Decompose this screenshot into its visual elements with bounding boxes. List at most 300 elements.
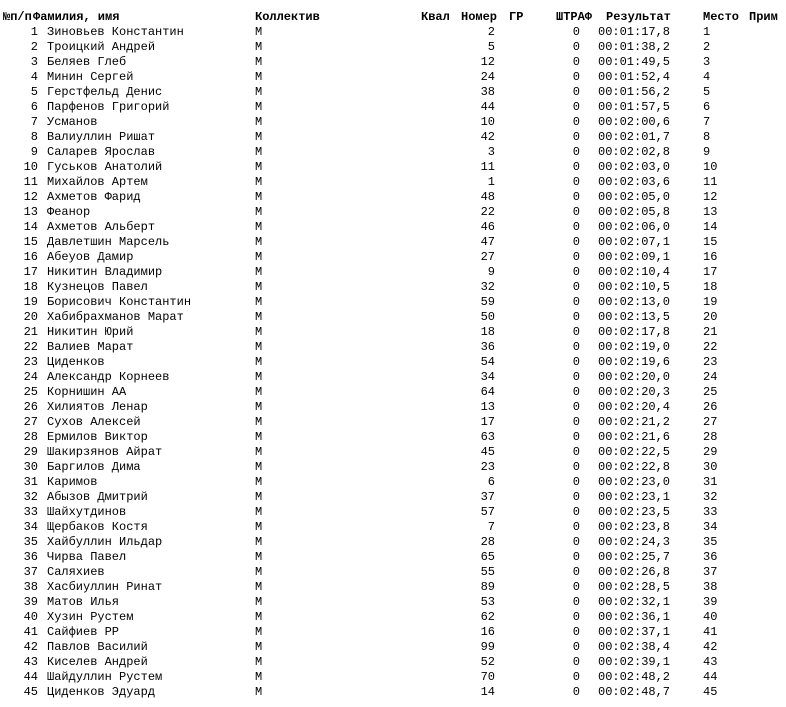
table-row [0, 115, 786, 130]
cell-penalty: 0 [572, 595, 580, 609]
cell-penalty: 0 [572, 370, 580, 384]
header-bib: Номер [461, 10, 498, 24]
cell-place: 11 [703, 175, 718, 189]
cell-place: 9 [703, 145, 711, 159]
header-team: Коллектив [255, 10, 320, 24]
cell-name: Хасбиуллин Ринат [47, 580, 163, 594]
cell-bib: 53 [480, 595, 495, 609]
table-row [0, 535, 786, 550]
cell-name: Никитин Юрий [47, 325, 134, 339]
cell-penalty: 0 [572, 475, 580, 489]
cell-name: Хилиятов Ленар [47, 400, 148, 414]
cell-bib: 50 [480, 310, 495, 324]
cell-bib: 47 [480, 235, 495, 249]
header-penalty: ШТРАФ [556, 10, 593, 24]
cell-result: 00:02:25,7 [598, 550, 671, 564]
cell-name: Циденков Эдуард [47, 685, 156, 699]
cell-bib: 52 [480, 655, 495, 669]
cell-penalty: 0 [572, 610, 580, 624]
cell-result: 00:02:38,4 [598, 640, 671, 654]
cell-name: Чирва Павел [47, 550, 127, 564]
cell-team: М [255, 250, 263, 264]
cell-place: 29 [703, 445, 718, 459]
cell-team: М [255, 670, 263, 684]
cell-num: 7 [30, 115, 38, 129]
cell-team: М [255, 280, 263, 294]
cell-name: Валиев Марат [47, 340, 134, 354]
cell-num: 43 [23, 655, 38, 669]
table-row [0, 580, 786, 595]
table-row [0, 505, 786, 520]
cell-num: 20 [23, 310, 38, 324]
cell-place: 35 [703, 535, 718, 549]
cell-place: 18 [703, 280, 718, 294]
cell-place: 12 [703, 190, 718, 204]
cell-name: Феанор [47, 205, 91, 219]
cell-bib: 54 [480, 355, 495, 369]
cell-team: М [255, 430, 263, 444]
cell-num: 19 [23, 295, 38, 309]
cell-bib: 55 [480, 565, 495, 579]
table-row [0, 655, 786, 670]
cell-name: Хузин Рустем [47, 610, 134, 624]
table-row [0, 430, 786, 445]
cell-name: Ермилов Виктор [47, 430, 148, 444]
table-row [0, 625, 786, 640]
cell-name: Хабибрахманов Марат [47, 310, 184, 324]
cell-team: М [255, 460, 263, 474]
cell-result: 00:02:03,0 [598, 160, 671, 174]
cell-bib: 70 [480, 670, 495, 684]
cell-penalty: 0 [572, 400, 580, 414]
cell-name: Абеуов Дамир [47, 250, 134, 264]
cell-bib: 17 [480, 415, 495, 429]
cell-result: 00:01:52,4 [598, 70, 671, 84]
cell-bib: 32 [480, 280, 495, 294]
cell-place: 38 [703, 580, 718, 594]
cell-team: М [255, 25, 263, 39]
cell-penalty: 0 [572, 655, 580, 669]
cell-result: 00:02:48,7 [598, 685, 671, 699]
cell-result: 00:02:24,3 [598, 535, 671, 549]
cell-name: Матов Илья [47, 595, 120, 609]
cell-result: 00:02:22,5 [598, 445, 671, 459]
cell-num: 31 [23, 475, 38, 489]
cell-penalty: 0 [572, 115, 580, 129]
cell-team: М [255, 190, 263, 204]
cell-num: 17 [23, 265, 38, 279]
header-num: №п/п [3, 10, 32, 24]
cell-name: Усманов [47, 115, 98, 129]
cell-penalty: 0 [572, 295, 580, 309]
cell-num: 8 [30, 130, 38, 144]
cell-bib: 14 [480, 685, 495, 699]
table-row [0, 40, 786, 55]
cell-bib: 36 [480, 340, 495, 354]
table-row [0, 400, 786, 415]
cell-num: 4 [30, 70, 38, 84]
cell-penalty: 0 [572, 445, 580, 459]
table-row [0, 265, 786, 280]
cell-bib: 2 [487, 25, 495, 39]
table-row [0, 685, 786, 700]
cell-bib: 45 [480, 445, 495, 459]
cell-bib: 37 [480, 490, 495, 504]
table-row [0, 670, 786, 685]
cell-bib: 34 [480, 370, 495, 384]
cell-bib: 13 [480, 400, 495, 414]
cell-result: 00:02:00,6 [598, 115, 671, 129]
cell-place: 40 [703, 610, 718, 624]
table-row [0, 355, 786, 370]
cell-bib: 89 [480, 580, 495, 594]
cell-team: М [255, 640, 263, 654]
cell-penalty: 0 [572, 580, 580, 594]
cell-bib: 5 [487, 40, 495, 54]
cell-bib: 65 [480, 550, 495, 564]
cell-num: 23 [23, 355, 38, 369]
cell-bib: 10 [480, 115, 495, 129]
cell-penalty: 0 [572, 535, 580, 549]
cell-bib: 57 [480, 505, 495, 519]
header-place: Место [703, 10, 740, 24]
cell-num: 30 [23, 460, 38, 474]
cell-result: 00:01:38,2 [598, 40, 671, 54]
cell-place: 15 [703, 235, 718, 249]
cell-name: Щербаков Костя [47, 520, 148, 534]
cell-bib: 22 [480, 205, 495, 219]
cell-num: 29 [23, 445, 38, 459]
cell-num: 28 [23, 430, 38, 444]
table-row [0, 640, 786, 655]
table-row [0, 310, 786, 325]
cell-num: 5 [30, 85, 38, 99]
cell-result: 00:02:05,0 [598, 190, 671, 204]
cell-place: 22 [703, 340, 718, 354]
cell-place: 6 [703, 100, 711, 114]
cell-num: 24 [23, 370, 38, 384]
cell-team: М [255, 655, 263, 669]
cell-name: Циденков [47, 355, 105, 369]
cell-name: Парфенов Григорий [47, 100, 170, 114]
cell-penalty: 0 [572, 235, 580, 249]
cell-place: 14 [703, 220, 718, 234]
table-row [0, 250, 786, 265]
cell-num: 33 [23, 505, 38, 519]
cell-place: 20 [703, 310, 718, 324]
cell-num: 26 [23, 400, 38, 414]
table-row [0, 25, 786, 40]
table-row [0, 460, 786, 475]
cell-team: М [255, 310, 263, 324]
cell-result: 00:02:17,8 [598, 325, 671, 339]
cell-place: 37 [703, 565, 718, 579]
cell-num: 21 [23, 325, 38, 339]
header-gr: ГР [509, 10, 524, 24]
cell-name: Павлов Василий [47, 640, 148, 654]
cell-result: 00:02:05,8 [598, 205, 671, 219]
cell-team: М [255, 220, 263, 234]
cell-place: 1 [703, 25, 711, 39]
cell-result: 00:02:20,0 [598, 370, 671, 384]
cell-name: Валиуллин Ришат [47, 130, 156, 144]
cell-team: М [255, 400, 263, 414]
cell-bib: 99 [480, 640, 495, 654]
cell-place: 39 [703, 595, 718, 609]
cell-result: 00:02:06,0 [598, 220, 671, 234]
table-row [0, 85, 786, 100]
cell-name: Сайфиев РР [47, 625, 120, 639]
cell-num: 11 [23, 175, 38, 189]
cell-penalty: 0 [572, 355, 580, 369]
cell-num: 18 [23, 280, 38, 294]
cell-name: Каримов [47, 475, 98, 489]
table-row [0, 280, 786, 295]
cell-bib: 11 [480, 160, 495, 174]
cell-result: 00:02:03,6 [598, 175, 671, 189]
cell-place: 5 [703, 85, 711, 99]
cell-bib: 1 [487, 175, 495, 189]
cell-place: 45 [703, 685, 718, 699]
cell-team: М [255, 445, 263, 459]
cell-place: 4 [703, 70, 711, 84]
cell-name: Шайдуллин Рустем [47, 670, 163, 684]
cell-num: 45 [23, 685, 38, 699]
header-result: Результат [606, 10, 671, 24]
cell-team: М [255, 265, 263, 279]
cell-num: 3 [30, 55, 38, 69]
cell-name: Гуськов Анатолий [47, 160, 163, 174]
cell-place: 3 [703, 55, 711, 69]
cell-place: 2 [703, 40, 711, 54]
cell-result: 00:02:02,8 [598, 145, 671, 159]
table-row [0, 610, 786, 625]
cell-name: Троицкий Андрей [47, 40, 156, 54]
cell-team: М [255, 685, 263, 699]
cell-penalty: 0 [572, 85, 580, 99]
cell-num: 36 [23, 550, 38, 564]
cell-team: М [255, 370, 263, 384]
cell-name: Ахметов Альберт [47, 220, 156, 234]
table-row [0, 415, 786, 430]
cell-place: 7 [703, 115, 711, 129]
cell-place: 17 [703, 265, 718, 279]
cell-team: М [255, 325, 263, 339]
cell-name: Шайхутдинов [47, 505, 127, 519]
cell-num: 16 [23, 250, 38, 264]
cell-result: 00:01:17,8 [598, 25, 671, 39]
cell-name: Абызов Дмитрий [47, 490, 148, 504]
cell-place: 25 [703, 385, 718, 399]
cell-num: 39 [23, 595, 38, 609]
table-row [0, 475, 786, 490]
cell-team: М [255, 115, 263, 129]
cell-place: 13 [703, 205, 718, 219]
cell-penalty: 0 [572, 310, 580, 324]
cell-team: М [255, 70, 263, 84]
cell-bib: 63 [480, 430, 495, 444]
cell-team: М [255, 550, 263, 564]
cell-name: Корнишин АА [47, 385, 127, 399]
table-row [0, 220, 786, 235]
cell-place: 33 [703, 505, 718, 519]
cell-num: 42 [23, 640, 38, 654]
cell-name: Михайлов Артем [47, 175, 148, 189]
cell-penalty: 0 [572, 160, 580, 174]
cell-bib: 9 [487, 265, 495, 279]
cell-bib: 7 [487, 520, 495, 534]
cell-team: М [255, 520, 263, 534]
cell-place: 19 [703, 295, 718, 309]
cell-penalty: 0 [572, 430, 580, 444]
cell-result: 00:02:19,6 [598, 355, 671, 369]
cell-team: М [255, 385, 263, 399]
cell-name: Ахметов Фарид [47, 190, 141, 204]
table-row [0, 490, 786, 505]
cell-team: М [255, 85, 263, 99]
cell-penalty: 0 [572, 265, 580, 279]
cell-bib: 6 [487, 475, 495, 489]
cell-team: М [255, 205, 263, 219]
cell-penalty: 0 [572, 385, 580, 399]
cell-place: 23 [703, 355, 718, 369]
cell-bib: 42 [480, 130, 495, 144]
table-row [0, 595, 786, 610]
cell-name: Кузнецов Павел [47, 280, 148, 294]
cell-place: 41 [703, 625, 718, 639]
table-row [0, 565, 786, 580]
cell-result: 00:02:23,0 [598, 475, 671, 489]
cell-num: 6 [30, 100, 38, 114]
cell-place: 8 [703, 130, 711, 144]
table-row [0, 70, 786, 85]
table-header [0, 10, 786, 25]
cell-penalty: 0 [572, 250, 580, 264]
cell-team: М [255, 130, 263, 144]
table-row [0, 520, 786, 535]
cell-team: М [255, 235, 263, 249]
cell-place: 42 [703, 640, 718, 654]
cell-team: М [255, 340, 263, 354]
cell-team: М [255, 475, 263, 489]
cell-bib: 64 [480, 385, 495, 399]
cell-place: 43 [703, 655, 718, 669]
cell-place: 27 [703, 415, 718, 429]
cell-num: 15 [23, 235, 38, 249]
cell-num: 12 [23, 190, 38, 204]
table-row [0, 160, 786, 175]
cell-penalty: 0 [572, 100, 580, 114]
cell-place: 10 [703, 160, 718, 174]
cell-name: Хайбуллин Ильдар [47, 535, 163, 549]
header-kval: Квал [421, 10, 450, 24]
cell-bib: 46 [480, 220, 495, 234]
cell-team: М [255, 580, 263, 594]
cell-bib: 48 [480, 190, 495, 204]
cell-penalty: 0 [572, 415, 580, 429]
cell-result: 00:02:39,1 [598, 655, 671, 669]
cell-team: М [255, 490, 263, 504]
cell-bib: 27 [480, 250, 495, 264]
cell-bib: 62 [480, 610, 495, 624]
cell-place: 44 [703, 670, 718, 684]
cell-penalty: 0 [572, 565, 580, 579]
table-row [0, 385, 786, 400]
cell-bib: 16 [480, 625, 495, 639]
cell-place: 21 [703, 325, 718, 339]
cell-result: 00:02:26,8 [598, 565, 671, 579]
cell-penalty: 0 [572, 70, 580, 84]
cell-penalty: 0 [572, 130, 580, 144]
cell-num: 27 [23, 415, 38, 429]
cell-penalty: 0 [572, 55, 580, 69]
cell-team: М [255, 625, 263, 639]
table-row [0, 370, 786, 385]
table-row [0, 235, 786, 250]
cell-name: Киселев Андрей [47, 655, 148, 669]
cell-team: М [255, 160, 263, 174]
cell-name: Баргилов Дима [47, 460, 141, 474]
cell-num: 25 [23, 385, 38, 399]
cell-result: 00:02:48,2 [598, 670, 671, 684]
cell-penalty: 0 [572, 190, 580, 204]
cell-result: 00:01:57,5 [598, 100, 671, 114]
table-row [0, 340, 786, 355]
cell-team: М [255, 505, 263, 519]
cell-num: 2 [30, 40, 38, 54]
table-row [0, 190, 786, 205]
cell-place: 16 [703, 250, 718, 264]
cell-penalty: 0 [572, 460, 580, 474]
cell-result: 00:02:32,1 [598, 595, 671, 609]
cell-bib: 44 [480, 100, 495, 114]
cell-result: 00:02:13,5 [598, 310, 671, 324]
cell-place: 24 [703, 370, 718, 384]
cell-result: 00:02:09,1 [598, 250, 671, 264]
cell-result: 00:02:36,1 [598, 610, 671, 624]
cell-penalty: 0 [572, 340, 580, 354]
cell-name: Саларев Ярослав [47, 145, 156, 159]
cell-penalty: 0 [572, 505, 580, 519]
cell-bib: 23 [480, 460, 495, 474]
cell-num: 10 [23, 160, 38, 174]
table-row [0, 130, 786, 145]
cell-penalty: 0 [572, 625, 580, 639]
cell-result: 00:02:21,6 [598, 430, 671, 444]
cell-num: 9 [30, 145, 38, 159]
table-row [0, 175, 786, 190]
cell-name: Саляхиев [47, 565, 105, 579]
cell-result: 00:02:28,5 [598, 580, 671, 594]
cell-team: М [255, 415, 263, 429]
cell-name: Минин Сергей [47, 70, 134, 84]
cell-result: 00:02:23,5 [598, 505, 671, 519]
cell-result: 00:02:19,0 [598, 340, 671, 354]
cell-num: 44 [23, 670, 38, 684]
cell-result: 00:02:20,4 [598, 400, 671, 414]
table-row [0, 55, 786, 70]
table-row [0, 325, 786, 340]
cell-result: 00:02:20,3 [598, 385, 671, 399]
cell-place: 32 [703, 490, 718, 504]
table-row [0, 295, 786, 310]
cell-bib: 24 [480, 70, 495, 84]
cell-team: М [255, 355, 263, 369]
cell-penalty: 0 [572, 280, 580, 294]
cell-penalty: 0 [572, 640, 580, 654]
cell-name: Никитин Владимир [47, 265, 163, 279]
cell-team: М [255, 595, 263, 609]
